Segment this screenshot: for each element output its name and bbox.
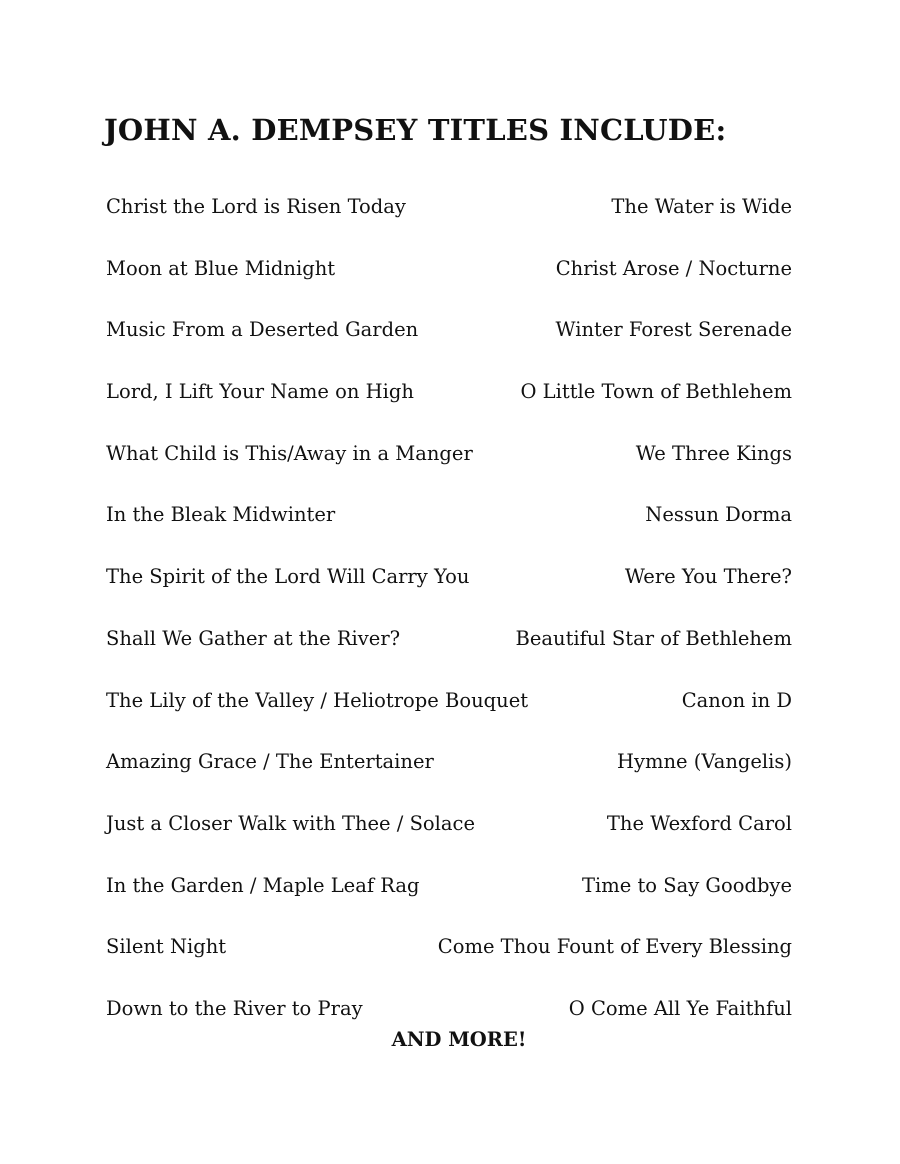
right-title: The Wexford Carol: [606, 811, 792, 835]
right-title: Winter Forest Serenade: [555, 318, 792, 342]
left-title: Just a Closer Walk with Thee / Solace: [106, 811, 475, 835]
left-title: Christ the Lord is Risen Today: [106, 195, 406, 218]
right-title: Christ Arose / Nocturne: [555, 256, 792, 280]
title-row: [106, 744, 792, 806]
left-title: Silent Night: [106, 935, 227, 959]
right-title: O Little Town of Bethlehem: [520, 380, 792, 404]
titles-list: [106, 189, 792, 1053]
title-row: [106, 559, 792, 621]
title-row: [106, 436, 792, 498]
title-row: [106, 683, 792, 745]
right-title: Were You There?: [624, 565, 792, 589]
left-title: The Spirit of the Lord Will Carry You: [106, 565, 470, 589]
left-title: Lord, I Lift Your Name on High: [106, 380, 414, 404]
right-title: Come Thou Fount of Every Blessing: [437, 935, 792, 959]
title-row: [106, 806, 792, 868]
right-title: Beautiful Star of Bethlehem: [515, 626, 792, 650]
right-title: Time to Say Goodbye: [581, 873, 792, 897]
left-title: Down to the River to Pray: [106, 996, 363, 1020]
right-title: O Come All Ye Faithful: [568, 996, 792, 1020]
title-row: [106, 374, 792, 436]
right-title: The Water is Wide: [611, 195, 792, 218]
left-title: Music From a Deserted Garden: [106, 318, 419, 342]
and-more-footer: AND MORE!: [391, 1028, 527, 1051]
left-title: Amazing Grace / The Entertainer: [106, 750, 434, 774]
left-title: Shall We Gather at the River?: [106, 626, 401, 650]
right-title: We Three Kings: [635, 441, 792, 465]
left-title: In the Bleak Midwinter: [106, 503, 336, 527]
right-title: Nessun Dorma: [645, 503, 792, 527]
left-title: What Child is This/Away in a Manger: [106, 441, 473, 465]
title-row: [106, 251, 792, 313]
left-title: The Lily of the Valley / Heliotrope Bouquet: [106, 688, 529, 712]
page-heading: JOHN A. DEMPSEY TITLES INCLUDE:: [104, 113, 727, 147]
right-title: Canon in D: [681, 688, 792, 712]
left-title: Moon at Blue Midnight: [106, 256, 336, 280]
title-row: [106, 929, 792, 991]
title-row: [106, 497, 792, 559]
title-row: [106, 312, 792, 374]
title-row: [106, 621, 792, 683]
title-row: [106, 868, 792, 930]
right-title: Hymne (Vangelis): [616, 750, 792, 774]
title-row: [106, 189, 792, 251]
left-title: In the Garden / Maple Leaf Rag: [106, 873, 420, 897]
